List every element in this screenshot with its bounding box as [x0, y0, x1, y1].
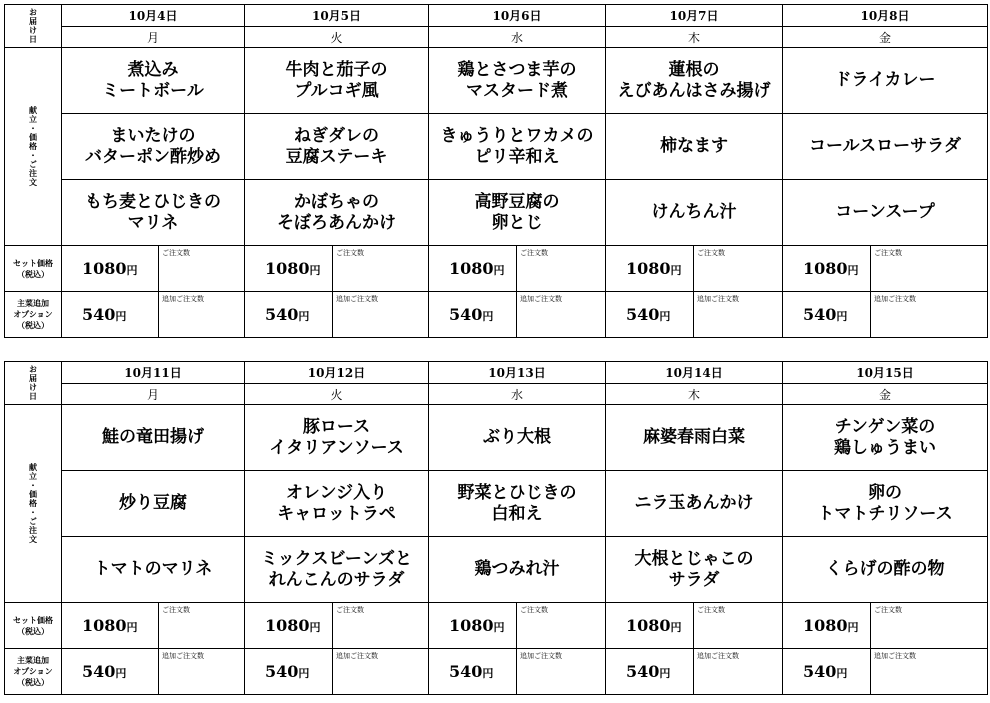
price-cell — [62, 603, 159, 649]
delivery-day-label — [5, 5, 62, 48]
dish-cell: 高野豆腐の 卵とじ — [429, 180, 606, 246]
yen-unit: 円 — [482, 310, 494, 323]
price-cell — [62, 246, 159, 292]
dish-cell: けんちん汁 — [606, 180, 783, 246]
dish-cell: 鶏とさつま芋の マスタード煮 — [429, 48, 606, 114]
dish-cell: ねぎダレの 豆腐ステーキ — [245, 114, 429, 180]
price-value: 1080 — [82, 259, 127, 278]
price-value: 540 — [803, 662, 837, 681]
dish-cell: かぼちゃの そぼろあんかけ — [245, 180, 429, 246]
price-row — [5, 292, 988, 338]
price-value: 540 — [265, 305, 299, 324]
date-cell: 10月11日 — [62, 362, 245, 384]
yen-unit: 円 — [659, 310, 671, 323]
yen-unit: 円 — [126, 264, 138, 277]
yen-unit: 円 — [115, 667, 127, 680]
dish-cell: オレンジ入り キャロットラペ — [245, 471, 429, 537]
dish-cell: 柿なます — [606, 114, 783, 180]
yen-unit: 円 — [836, 310, 848, 323]
price-cell — [245, 246, 333, 292]
set-price-label: セット価格 （税込） — [5, 603, 62, 649]
order-qty-field[interactable]: ご注文数 — [517, 246, 606, 292]
order-qty-field[interactable]: ご注文数 — [871, 603, 988, 649]
dish-cell: ミックスビーンズと れんこんのサラダ — [245, 537, 429, 603]
yen-unit: 円 — [115, 310, 127, 323]
date-cell: 10月14日 — [606, 362, 783, 384]
date-cell: 10月4日 — [62, 5, 245, 27]
dish-cell: 野菜とひじきの 白和え — [429, 471, 606, 537]
price-cell — [783, 246, 871, 292]
date-cell: 10月13日 — [429, 362, 606, 384]
yen-unit: 円 — [836, 667, 848, 680]
dish-cell: コールスローサラダ — [783, 114, 988, 180]
yen-unit: 円 — [298, 310, 310, 323]
price-value: 1080 — [626, 259, 671, 278]
price-cell — [429, 603, 517, 649]
price-cell — [783, 292, 871, 338]
price-cell — [245, 603, 333, 649]
dish-cell: ニラ玉あんかけ — [606, 471, 783, 537]
weekday-cell: 火 — [245, 384, 429, 405]
order-qty-field[interactable]: ご注文数 — [159, 246, 245, 292]
price-cell — [62, 649, 159, 695]
dish-cell: チンゲン菜の 鶏しゅうまい — [783, 405, 988, 471]
price-row — [5, 649, 988, 695]
price-row — [5, 246, 988, 292]
yen-unit: 円 — [493, 621, 505, 634]
additional-order-field[interactable]: 追加ご注文数 — [517, 649, 606, 695]
price-value: 1080 — [265, 616, 310, 635]
order-qty-field[interactable]: ご注文数 — [333, 246, 429, 292]
date-cell: 10月6日 — [429, 5, 606, 27]
yen-unit: 円 — [493, 264, 505, 277]
date-cell: 10月7日 — [606, 5, 783, 27]
set-price-label: セット価格 （税込） — [5, 246, 62, 292]
yen-unit: 円 — [298, 667, 310, 680]
option-price-label: 主菜追加 オプション （税込） — [5, 649, 62, 695]
yen-unit: 円 — [670, 621, 682, 634]
price-value: 1080 — [449, 616, 494, 635]
dish-cell: ドライカレー — [783, 48, 988, 114]
weekday-cell: 金 — [783, 384, 988, 405]
order-qty-field[interactable]: ご注文数 — [694, 603, 783, 649]
price-value: 1080 — [803, 616, 848, 635]
yen-unit: 円 — [126, 621, 138, 634]
dish-cell: 麻婆春雨白菜 — [606, 405, 783, 471]
menu-label-text: 献立・価格・ご注文 — [28, 106, 39, 187]
weekday-cell: 金 — [783, 27, 988, 48]
price-cell — [606, 649, 694, 695]
price-cell — [429, 292, 517, 338]
weekday-cell: 火 — [245, 27, 429, 48]
menu-table-week-2 — [4, 361, 988, 695]
weekday-cell: 月 — [62, 27, 245, 48]
additional-order-field[interactable]: 追加ご注文数 — [694, 292, 783, 338]
dish-cell: 鶏つみれ汁 — [429, 537, 606, 603]
menu-label — [5, 405, 62, 603]
date-cell: 10月15日 — [783, 362, 988, 384]
yen-unit: 円 — [309, 621, 321, 634]
option-price-label: 主菜追加 オプション （税込） — [5, 292, 62, 338]
dish-cell: もち麦とひじきの マリネ — [62, 180, 245, 246]
menu-table-week-1 — [4, 4, 988, 338]
date-cell: 10月5日 — [245, 5, 429, 27]
additional-order-field[interactable]: 追加ご注文数 — [517, 292, 606, 338]
additional-order-field[interactable]: 追加ご注文数 — [694, 649, 783, 695]
dish-cell: 牛肉と茄子の プルコギ風 — [245, 48, 429, 114]
dish-cell: 豚ロース イタリアンソース — [245, 405, 429, 471]
dish-cell: 鮭の竜田揚げ — [62, 405, 245, 471]
price-cell — [606, 603, 694, 649]
yen-unit: 円 — [847, 264, 859, 277]
menu-label-text: 献立・価格・ご注文 — [28, 463, 39, 544]
dish-cell: まいたけの バターポン酢炒め — [62, 114, 245, 180]
additional-order-field[interactable]: 追加ご注文数 — [159, 292, 245, 338]
order-qty-field[interactable]: ご注文数 — [871, 246, 988, 292]
additional-order-field[interactable]: 追加ご注文数 — [871, 292, 988, 338]
menu-label — [5, 48, 62, 246]
order-qty-field[interactable]: ご注文数 — [694, 246, 783, 292]
date-cell: 10月12日 — [245, 362, 429, 384]
weekday-cell: 水 — [429, 384, 606, 405]
dish-cell: ぶり大根 — [429, 405, 606, 471]
order-qty-field[interactable]: ご注文数 — [517, 603, 606, 649]
price-value: 540 — [449, 305, 483, 324]
price-cell — [606, 246, 694, 292]
price-cell — [606, 292, 694, 338]
price-cell — [783, 603, 871, 649]
dish-cell: 煮込み ミートボール — [62, 48, 245, 114]
price-row — [5, 603, 988, 649]
yen-unit: 円 — [670, 264, 682, 277]
delivery-day-text: お届け日 — [28, 365, 39, 401]
additional-order-field[interactable]: 追加ご注文数 — [159, 649, 245, 695]
price-cell — [429, 649, 517, 695]
yen-unit: 円 — [482, 667, 494, 680]
price-cell — [245, 649, 333, 695]
price-cell — [245, 292, 333, 338]
price-cell — [62, 292, 159, 338]
price-value: 1080 — [265, 259, 310, 278]
price-value: 540 — [265, 662, 299, 681]
dish-cell: 卵の トマトチリソース — [783, 471, 988, 537]
price-value: 1080 — [82, 616, 127, 635]
price-cell — [429, 246, 517, 292]
delivery-day-text: お届け日 — [28, 8, 39, 44]
order-qty-field[interactable]: ご注文数 — [159, 603, 245, 649]
dish-cell: 蓮根の えびあんはさみ揚げ — [606, 48, 783, 114]
weekday-cell: 木 — [606, 384, 783, 405]
dish-cell: きゅうりとワカメの ピリ辛和え — [429, 114, 606, 180]
order-qty-field[interactable]: ご注文数 — [333, 603, 429, 649]
yen-unit: 円 — [847, 621, 859, 634]
additional-order-field[interactable]: 追加ご注文数 — [871, 649, 988, 695]
price-value: 540 — [626, 662, 660, 681]
date-cell: 10月8日 — [783, 5, 988, 27]
weekday-cell: 月 — [62, 384, 245, 405]
dish-cell: 大根とじゃこの サラダ — [606, 537, 783, 603]
weekday-cell: 水 — [429, 27, 606, 48]
price-value: 540 — [449, 662, 483, 681]
delivery-day-label — [5, 362, 62, 405]
price-cell — [783, 649, 871, 695]
price-value: 1080 — [803, 259, 848, 278]
price-value: 540 — [803, 305, 837, 324]
yen-unit: 円 — [309, 264, 321, 277]
price-value: 540 — [82, 305, 116, 324]
additional-order-field[interactable]: 追加ご注文数 — [333, 649, 429, 695]
price-value: 540 — [82, 662, 116, 681]
dish-cell: 炒り豆腐 — [62, 471, 245, 537]
price-value: 1080 — [449, 259, 494, 278]
dish-cell: コーンスープ — [783, 180, 988, 246]
additional-order-field[interactable]: 追加ご注文数 — [333, 292, 429, 338]
yen-unit: 円 — [659, 667, 671, 680]
price-value: 1080 — [626, 616, 671, 635]
weekday-cell: 木 — [606, 27, 783, 48]
price-value: 540 — [626, 305, 660, 324]
dish-cell: くらげの酢の物 — [783, 537, 988, 603]
dish-cell: トマトのマリネ — [62, 537, 245, 603]
